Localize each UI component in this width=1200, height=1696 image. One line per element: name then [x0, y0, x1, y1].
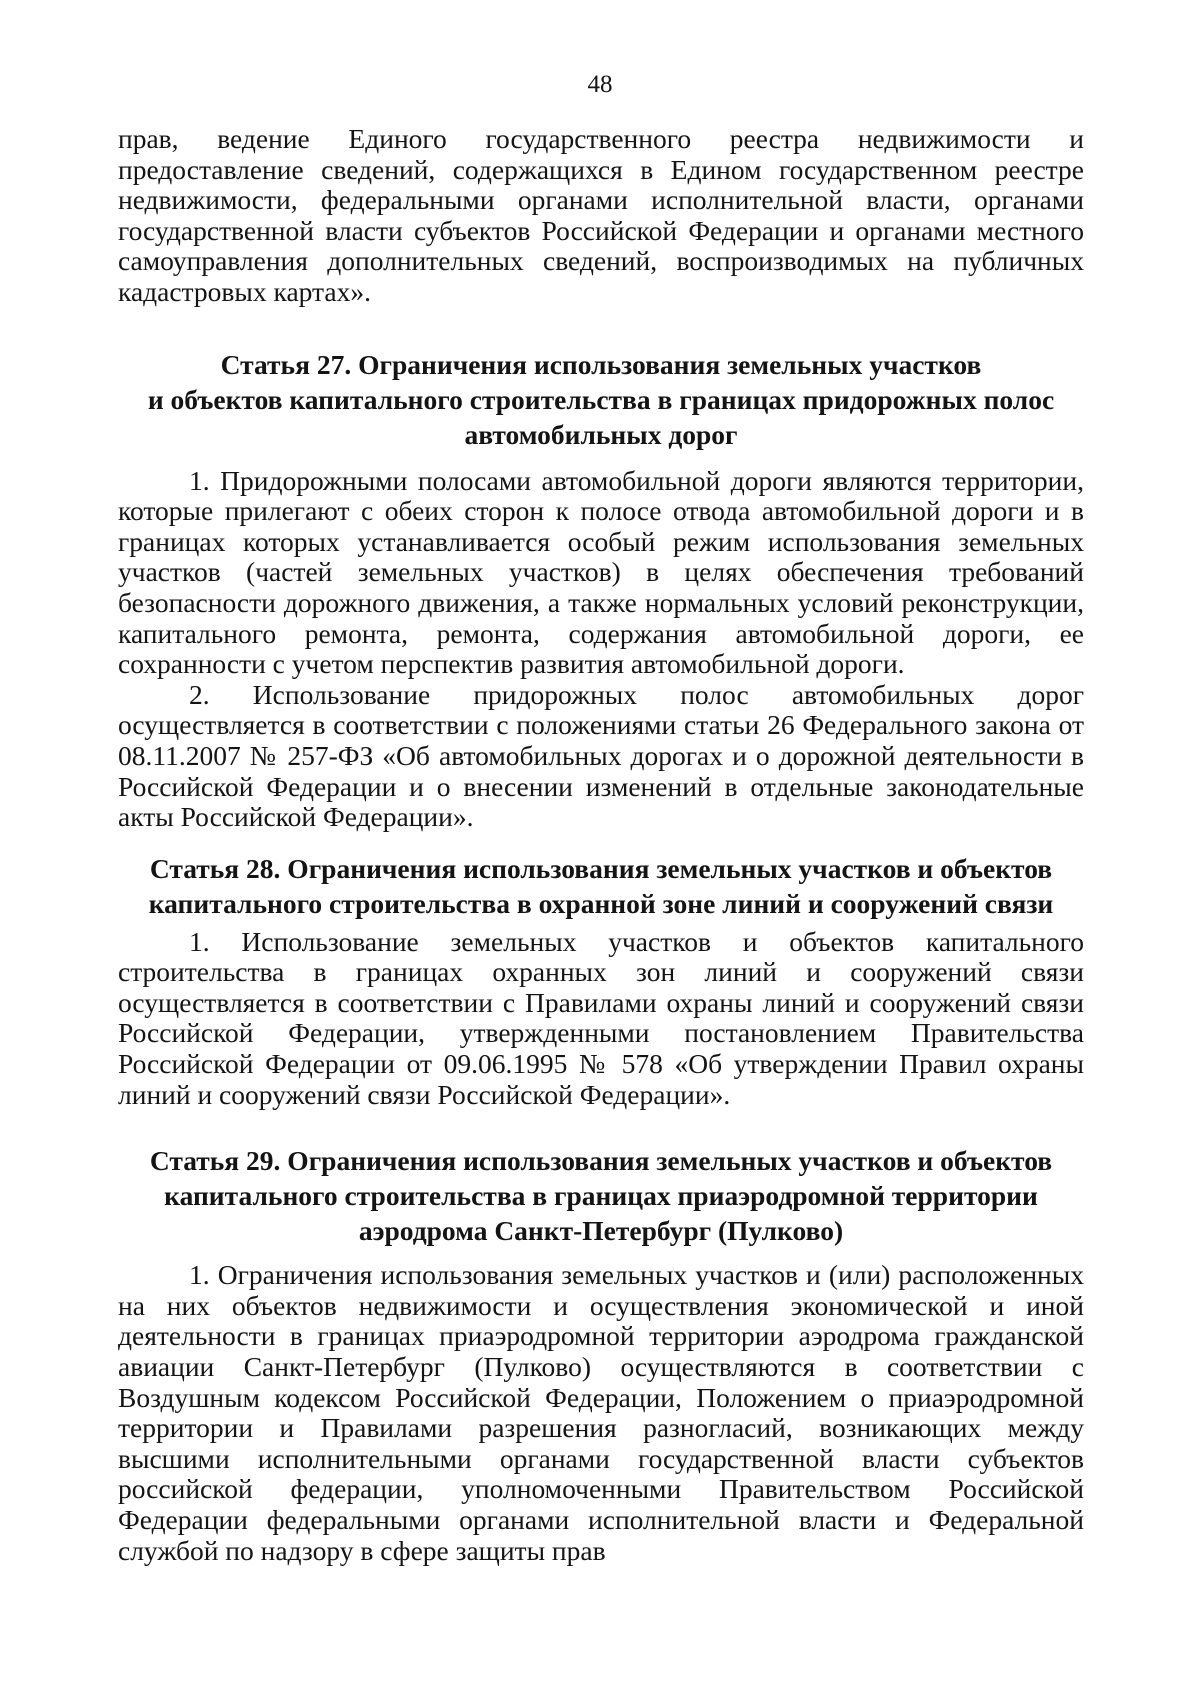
heading-line: Статья 28. Ограничения использования земельных участков и объектов — [149, 852, 1053, 884]
page-content — [118, 124, 1084, 1566]
article-27-paragraph-1: 1. Придорожными полосами автомобильной дороги являются территории, которые прилегают с обеих сторон к полосе отвода автомобильной дороги и в границах которых устанавливается особый режим использования земельных участков (частей земельных участков) в целях обеспечения требований безопасности дорожного движения, а также нормальных условий реконструкции, капитального ремонта, ремонта, содержания автомобильной дороги, ее сохранности с учетом перспектив развития автомобильной дороги. — [118, 464, 1084, 680]
article-27-paragraph-2: 2. Использование придорожных полос автомобильных дорог осуществляется в соответствии с положениями статьи 26 Федерального закона от 08.11.2007 № 257-ФЗ «Об автомобильных дорогах и о дорожной деятельности в Российской Федерации и о внесении изменений в отдельные законодательные акты Российской Федерации». — [118, 678, 1084, 833]
article-29-paragraph-1: 1. Ограничения использования земельных участков и (или) расположенных на них объектов недвижимости и осуществления экономической и иной деятельности в границах приаэродромной территории аэродрома гражданской авиации Санкт-Петербург (Пулково) осуществляются в соответствии с Воздушным кодексом Российской Федерации, Положением о приаэродромной территории и Правилами разрешения разногласий, возникающих между высшими исполнительными органами государственной власти субъектов российской федерации, уполномоченными Правительством Российской Федерации федеральными органами исполнительной власти и Федеральной службой по надзору в сфере защиты прав — [118, 1259, 1084, 1566]
heading-line: Статья 27. Ограничения использования земельных участков — [220, 348, 982, 380]
heading-line: аэродрома Санкт-Петербург (Пулково) — [358, 1215, 844, 1247]
heading-line: капитального строительства в охранной зоне линий и сооружений связи — [148, 887, 1054, 919]
article-27-heading — [118, 347, 1084, 452]
heading-line: капитального строительства в границах приаэродромной территории — [164, 1180, 1038, 1212]
heading-line: и объектов капитального строительства в границах придорожных полос — [147, 383, 1055, 415]
article-28-heading — [118, 851, 1084, 921]
article-28-paragraph-1: 1. Использование земельных участков и объектов капитального строительства в границах охранных зон линий и сооружений связи осуществляется в соответствии с Правилами охраны линий и сооружений связи Российской Федерации, утвержденными постановлением Правительства Российской Федерации от 09.06.1995 № 578 «Об утверждении Правил охраны линий и сооружений связи Российской Федерации». — [118, 925, 1084, 1110]
page-number: 48 — [587, 71, 613, 98]
heading-line: автомобильных дорог — [464, 418, 738, 450]
article-29-heading — [118, 1143, 1084, 1248]
heading-line: Статья 29. Ограничения использования земельных участков и объектов — [149, 1145, 1053, 1177]
continuation-paragraph: прав, ведение Единого государственного реестра недвижимости и предоставление сведений, содержащихся в Едином государственном реестре недвижимости, федеральными органами исполнительной власти, органами государственной власти субъектов Российской Федерации и органами местного самоуправления дополнительных сведений, воспроизводимых на публичных кадастровых картах». — [118, 123, 1084, 307]
